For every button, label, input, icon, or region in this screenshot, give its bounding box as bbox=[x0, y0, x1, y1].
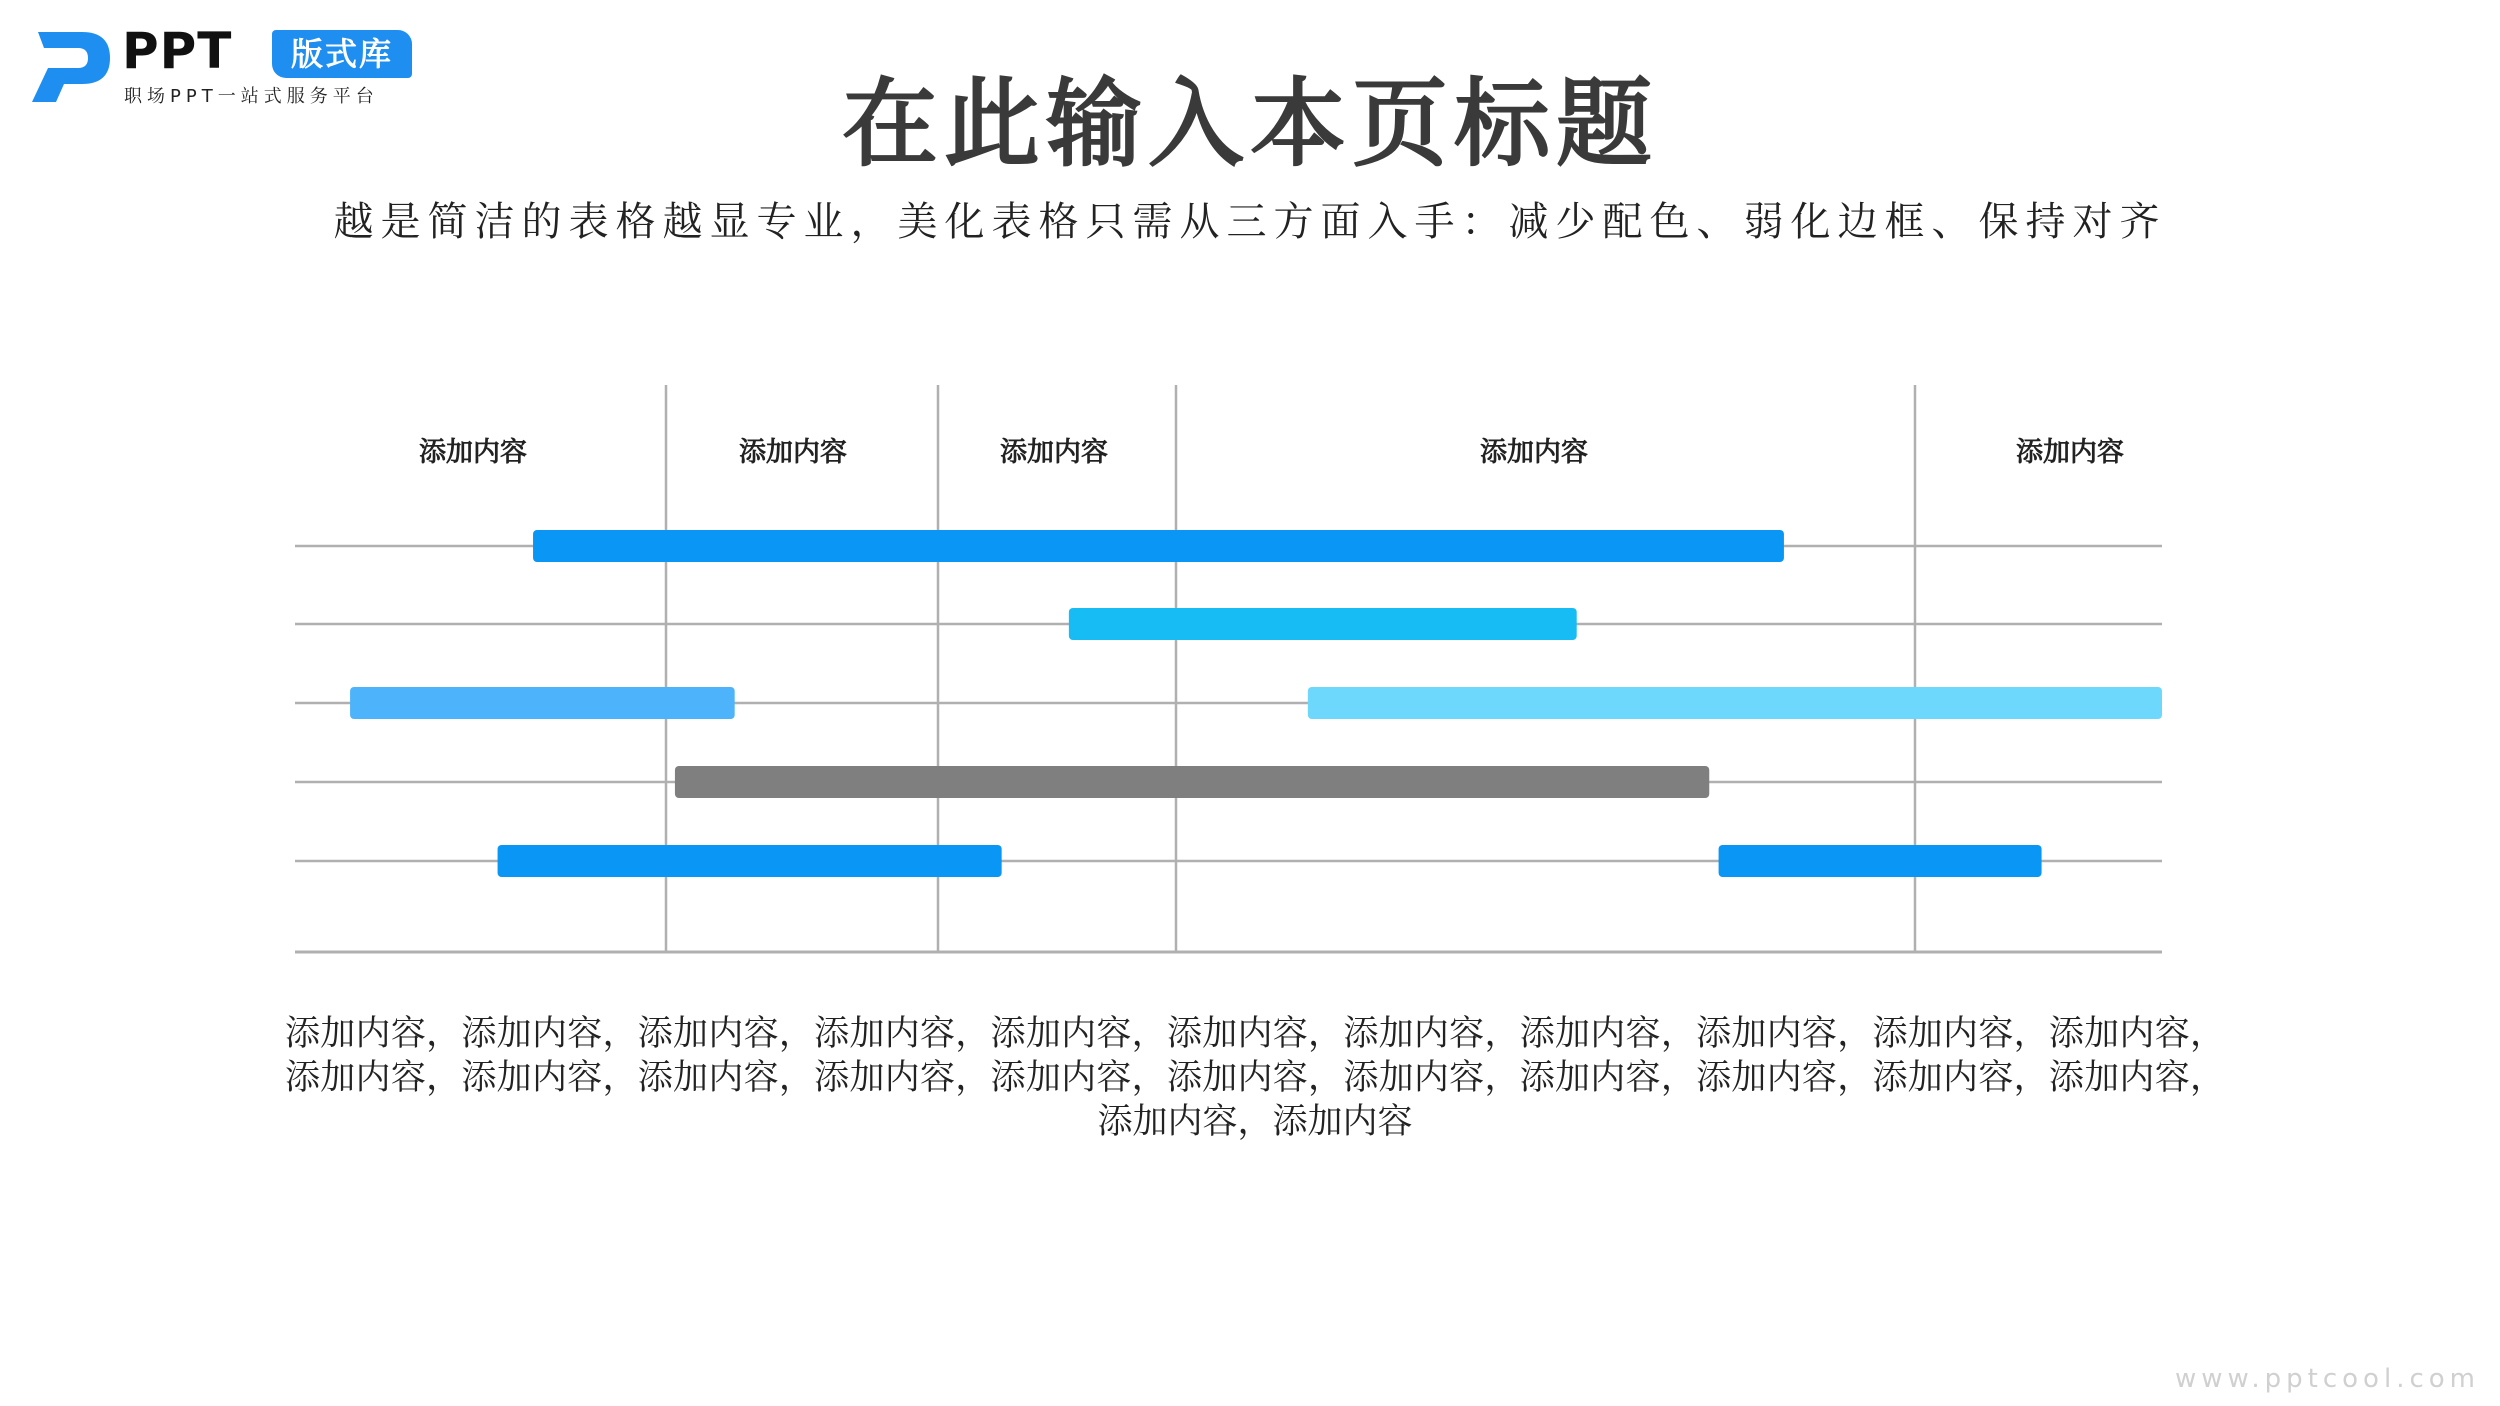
gantt-bar-4 bbox=[1308, 687, 2162, 719]
column-header-4: 添加内容 bbox=[1480, 437, 1588, 468]
logo-badge: 版式库 bbox=[272, 30, 412, 78]
gantt-bar-7 bbox=[1719, 845, 2042, 877]
logo-tagline: 职场PPT一站式服务平台 bbox=[124, 86, 379, 107]
column-header-3: 添加内容 bbox=[1000, 437, 1108, 468]
gantt-bar-6 bbox=[498, 845, 1002, 877]
column-header-2: 添加内容 bbox=[739, 437, 847, 468]
logo-brand-text: PPT bbox=[122, 22, 233, 80]
column-header-5: 添加内容 bbox=[2016, 437, 2124, 468]
page-title: 在此输入本页标题 bbox=[842, 68, 1658, 180]
gantt-bar-5 bbox=[675, 766, 1709, 798]
column-header-1: 添加内容 bbox=[419, 437, 527, 468]
page-subtitle: 越是简洁的表格越显专业，美化表格只需从三方面入手：减少配色、弱化边框、保持对齐 bbox=[333, 199, 2167, 245]
watermark: www.pptcool.com bbox=[2174, 1364, 2480, 1394]
gantt-bar-2 bbox=[1069, 608, 1577, 640]
gantt-bar-1 bbox=[533, 530, 1784, 562]
gantt-bar-3 bbox=[350, 687, 735, 719]
description-text: 添加内容，添加内容，添加内容，添加内容，添加内容，添加内容，添加内容，添加内容，添加内容，添加内容，添加内容，添加内容，添加内容，添加内容，添加内容，添加内容，添加内容，添加内容，添加内容，添加内容，添加内容，添加内容，添加内容，添加内容 bbox=[285, 1014, 2225, 1142]
